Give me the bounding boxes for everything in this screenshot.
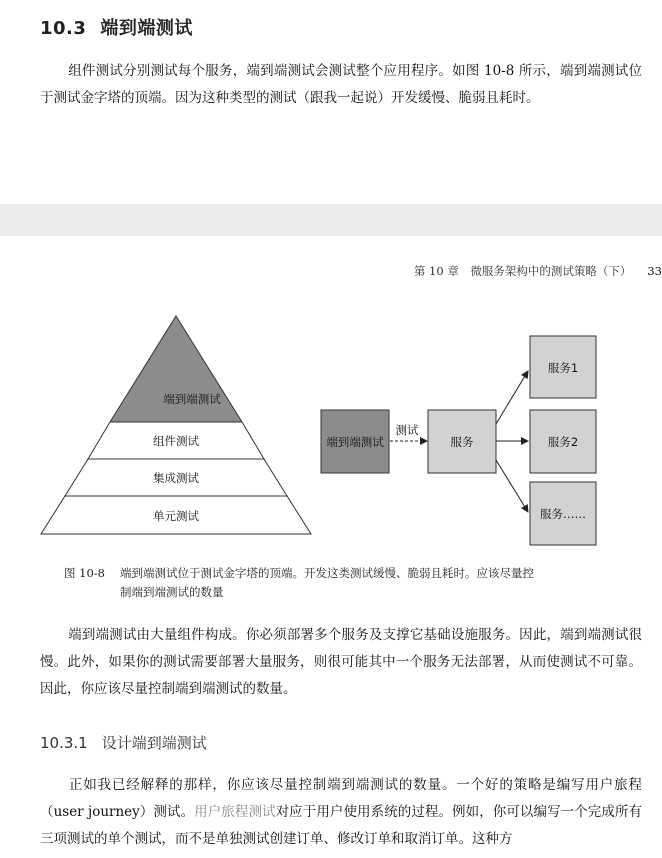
service-3-label: 服务…… (540, 507, 586, 521)
upper-page (0, 0, 662, 204)
paragraph-design-text-1: 正如我已经解释的那样，你应该尽量控制端到端测试的数量。一个好的策略是编写用户旅程（user journey）测试。 (40, 777, 642, 820)
figure-caption (64, 564, 644, 602)
paragraph-e2e-cost-text: 端到端测试由大量组件构成。你必须部署多个服务及支撑它基础设施服务。因此，端到端测试很慢。此外，如果你的测试需要部署大量服务，则很可能其中一个服务无法部署，从而使测试不可靠。因此，你应该尽量控制端到端测试的数量。 (40, 627, 642, 697)
subsection-title: 设计端到端测试 (101, 734, 207, 752)
paragraph-design (40, 772, 642, 853)
service-box-label: 服务 (450, 435, 474, 449)
service-1-label: 服务1 (547, 361, 579, 375)
service-2-label: 服务2 (547, 435, 579, 449)
section-title-text: 端到端测试 (100, 18, 193, 39)
caption-number: 图 10-8 (64, 566, 105, 580)
subsection-number: 10.3.1 (40, 734, 88, 752)
section-number: 10.3 (40, 18, 87, 39)
pyramid-label-integration: 集成测试 (153, 471, 199, 485)
paragraph-intro-text: 组件测试分别测试每个服务，端到端测试会测试整个应用程序。如图 10-8 所示，端到端测试位于测试金字塔的顶端。因为这种类型的测试（跟我一起说）开发缓慢、脆弱且耗时。 (40, 63, 642, 106)
pyramid-label-e2e: 端到端测试 (163, 392, 221, 406)
arrow-service-3 (496, 460, 528, 512)
caption-line-1: 端到端测试位于测试金字塔的顶端。开发这类测试缓慢、脆弱且耗时。应该尽量控 (120, 566, 534, 580)
arrow-service-1 (496, 371, 528, 424)
test-arrow-label: 测试 (395, 423, 419, 437)
caption-line-2: 制端到端测试的数量 (120, 585, 224, 599)
figure-diagram (0, 300, 662, 560)
section-heading (40, 14, 193, 40)
paragraph-design-text-2: 对应于用户使用系统的过程。例如，你可以编写一个完成所有三项测试的单个测试，而不是单独测试创建订单、修改订单和取消订单。这种方 (40, 804, 643, 847)
paragraph-intro (40, 58, 642, 112)
pyramid-label-component: 组件测试 (153, 434, 199, 448)
running-header (414, 263, 662, 279)
page-gap (0, 204, 662, 236)
page-number: 33 (647, 264, 662, 278)
paragraph-e2e-cost (40, 622, 642, 703)
subsection-heading (40, 732, 207, 753)
pyramid-label-unit: 单元测试 (153, 509, 199, 523)
highlight-term: 用户旅程测试 (194, 804, 276, 820)
running-header-chapter: 第 10 章 微服务架构中的测试策略（下） (413, 264, 632, 278)
e2e-test-box-label: 端到端测试 (326, 435, 384, 449)
figure-10-8 (0, 300, 662, 560)
pyramid-top-level (110, 316, 242, 422)
test-pyramid (41, 316, 311, 534)
